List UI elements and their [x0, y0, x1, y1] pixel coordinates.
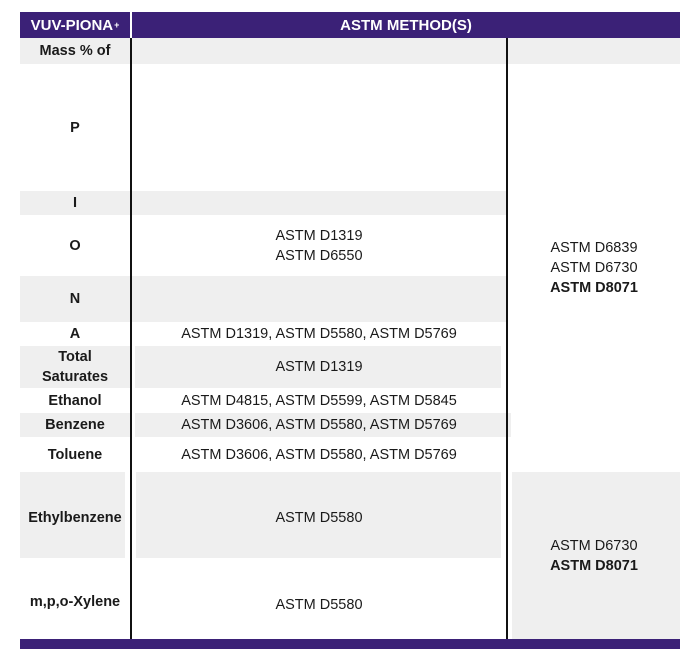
vuv-methods-group2	[508, 535, 680, 577]
label-total-saturates-line2: Saturates	[41, 369, 109, 385]
label-toluene: Toluene	[47, 446, 103, 463]
label-mass-percent: Mass % of	[39, 43, 111, 59]
table-footer-bar	[20, 639, 680, 649]
header-astm-methods: ASTM METHOD(S)	[132, 12, 680, 38]
methods-ethanol: ASTM D4815, ASTM D5599, ASTM D5845	[181, 392, 457, 409]
methods-toluene: ASTM D3606, ASTM D5580, ASTM D5769	[181, 446, 457, 463]
band-i-row-method	[132, 191, 506, 215]
header-superscript: +	[114, 20, 120, 30]
label-p: P	[70, 119, 80, 136]
label-total-saturates	[20, 346, 130, 388]
header-vuv-piona	[20, 12, 130, 38]
label-ethanol: Ethanol	[48, 392, 102, 409]
band-mass-row-method	[132, 38, 680, 64]
method-o-line2: ASTM D6550	[275, 247, 363, 264]
methods-total-saturates: ASTM D1319	[275, 359, 363, 375]
methods-o	[132, 215, 506, 276]
vuv-method-d6730: ASTM D6730	[550, 260, 638, 276]
header-vuv-piona-label: VUV-PIONA	[30, 16, 114, 34]
methods-ethylbenzene: ASTM D5580	[275, 510, 363, 526]
vuv-method-d8071-2: ASTM D8071	[550, 558, 638, 574]
band-n-row-method	[132, 276, 506, 322]
label-o: O	[69, 237, 81, 254]
label-xylene: m,p,o-Xylene	[29, 593, 121, 610]
label-n: N	[69, 291, 81, 307]
label-i: I	[72, 195, 78, 211]
methods-a: ASTM D1319, ASTM D5580, ASTM D5769	[181, 326, 457, 342]
vuv-method-d8071: ASTM D8071	[550, 280, 638, 296]
vuv-method-d6730-2: ASTM D6730	[550, 538, 638, 554]
methods-xylene: ASTM D5580	[275, 597, 363, 613]
label-benzene: Benzene	[45, 417, 105, 433]
label-a: A	[69, 326, 81, 342]
label-total-saturates-line1: Total	[58, 349, 92, 365]
label-ethylbenzene: Ethylbenzene	[28, 510, 122, 526]
vuv-methods-group1	[508, 236, 680, 300]
method-o-line1: ASTM D1319	[275, 227, 363, 244]
methods-benzene: ASTM D3606, ASTM D5580, ASTM D5769	[181, 417, 457, 433]
vuv-method-d6839: ASTM D6839	[550, 240, 638, 256]
